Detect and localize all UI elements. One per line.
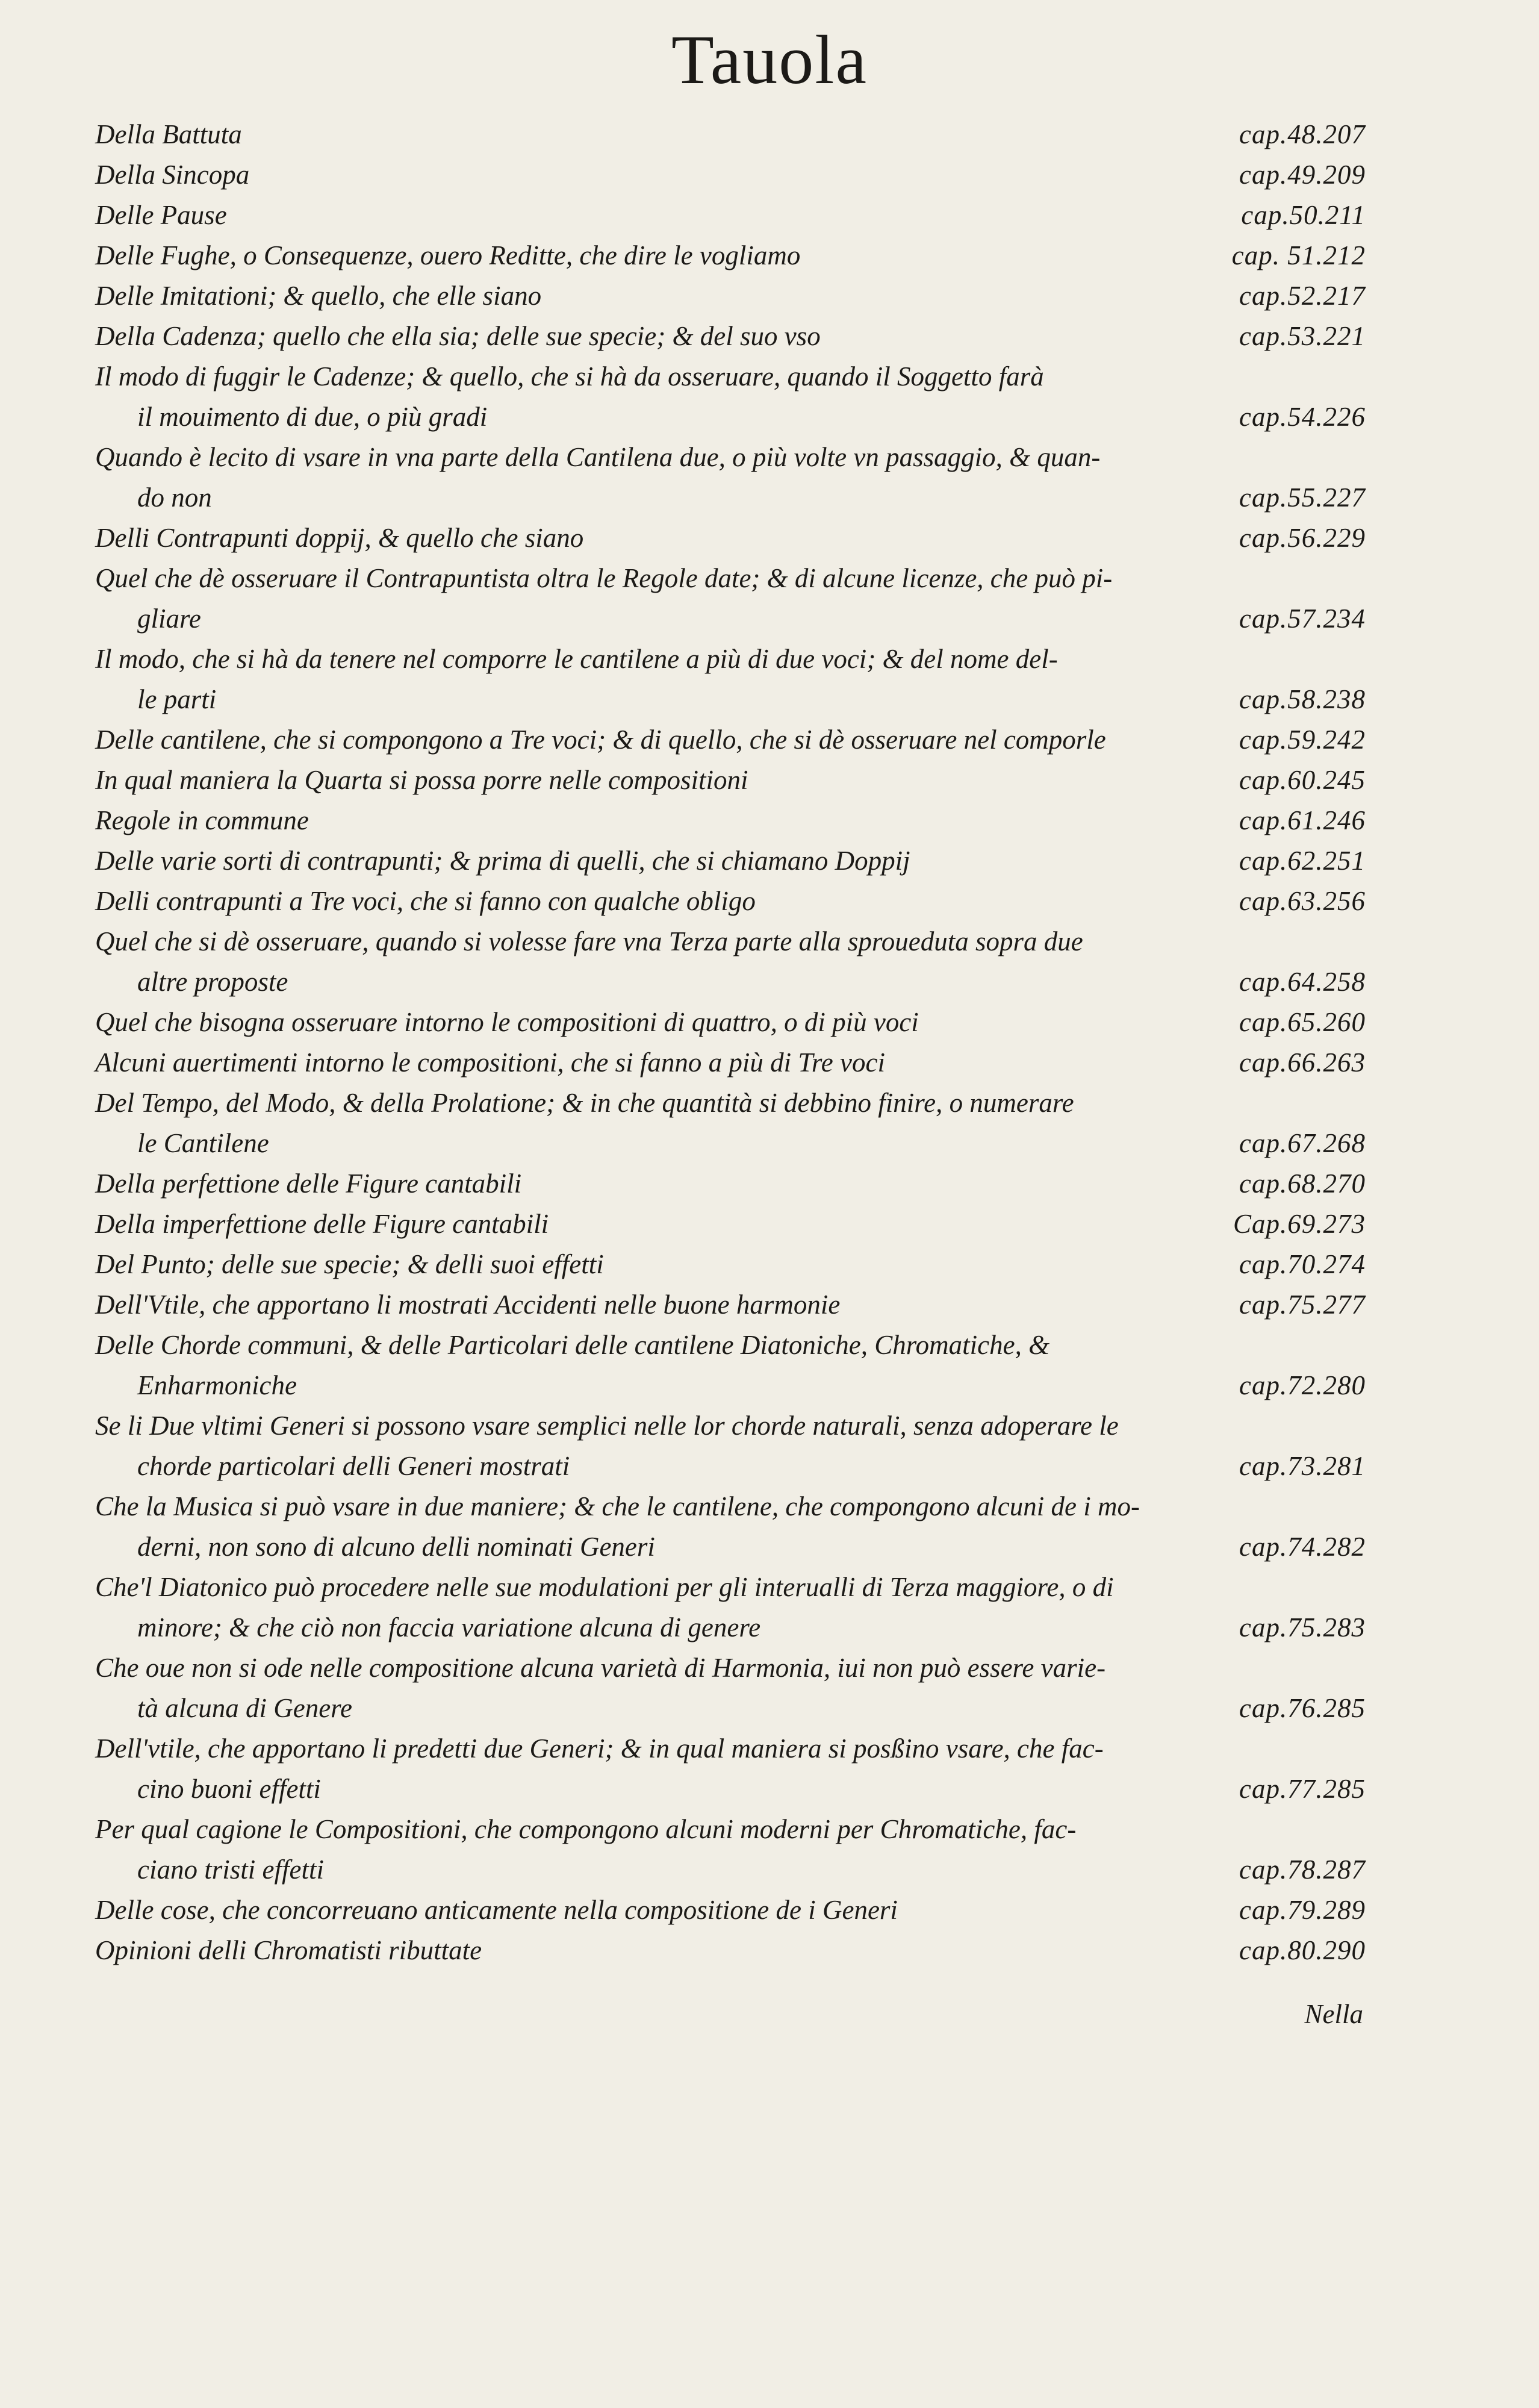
toc-entry-reference: cap.63.256 <box>1239 886 1366 916</box>
toc-entry-line <box>95 720 1366 760</box>
toc-entry-title: Se li Due vltimi Generi si possono vsare semplici nelle lor chorde naturali, senza adoperare le <box>95 1411 1119 1441</box>
toc-entry-reference: cap.80.290 <box>1239 1935 1366 1965</box>
toc-entry-title: cino buoni effetti <box>137 1774 321 1804</box>
page-title: Tauola <box>671 22 868 99</box>
toc-entry <box>95 1406 1366 1486</box>
toc-entry <box>95 316 1366 357</box>
toc-entry-title: Quel che bisogna osseruare intorno le compositioni di quattro, o di più voci <box>95 1007 919 1037</box>
toc-entry <box>95 1486 1366 1567</box>
toc-entry-title: Delle cose, che concorreuano anticamente nella compositione de i Generi <box>95 1895 898 1925</box>
toc-entry-title: Del Tempo, del Modo, & della Prolatione; & in che quantità si debbino finire, o numerare <box>95 1088 1074 1118</box>
toc-entry-title: Dell'Vtile, che apportano li mostrati Accidenti nelle buone harmonie <box>95 1290 841 1320</box>
toc-entry-reference: cap.70.274 <box>1239 1249 1366 1279</box>
toc-entry-title: Il modo, che si hà da tenere nel comporre le cantilene a più di due voci; & del nome del- <box>95 644 1058 674</box>
toc-entry <box>95 720 1366 760</box>
toc-entry-line <box>95 1325 1366 1365</box>
toc-entry-reference: cap.68.270 <box>1239 1168 1366 1199</box>
toc-entry-line <box>95 841 1366 881</box>
toc-entry <box>95 1083 1366 1164</box>
toc-entry-title: Regole in commune <box>95 805 309 835</box>
toc-entry-reference: cap.49.209 <box>1239 160 1366 190</box>
toc-entry-line <box>95 1164 1366 1204</box>
toc-entry <box>95 1729 1366 1809</box>
toc-entry-line <box>95 558 1366 599</box>
toc-entry-reference: cap.59.242 <box>1239 725 1366 755</box>
toc-entry-reference: cap.60.245 <box>1239 765 1366 795</box>
toc-entry-title: tà alcuna di Genere <box>137 1693 352 1723</box>
toc-entry <box>95 114 1366 155</box>
toc-entry-line <box>95 1930 1366 1971</box>
toc-entry-line <box>95 1729 1366 1769</box>
toc-entry-line <box>95 1204 1366 1244</box>
toc-entry-line <box>95 922 1366 962</box>
toc-entry-continuation <box>95 1446 1366 1486</box>
toc-entry-title: il mouimento di due, o più gradi <box>137 402 488 432</box>
toc-entry-line <box>95 195 1366 235</box>
toc-entry-reference: cap.62.251 <box>1239 846 1366 876</box>
toc-entry-reference: cap.56.229 <box>1239 523 1366 553</box>
toc-entry-title: Quando è lecito di vsare in vna parte della Cantilena due, o più volte vn passaggio, & quan- <box>95 442 1101 472</box>
toc-entry-reference: cap.73.281 <box>1239 1451 1366 1481</box>
toc-entry-continuation <box>95 1850 1366 1890</box>
toc-entry <box>95 1648 1366 1729</box>
toc-entry-line <box>95 518 1366 558</box>
toc-entry-continuation <box>95 478 1366 518</box>
toc-entry-reference: cap.77.285 <box>1239 1774 1366 1804</box>
toc-entry <box>95 800 1366 841</box>
toc-entry-line <box>95 1809 1366 1850</box>
toc-entry <box>95 1890 1366 1930</box>
toc-entry-line <box>95 1043 1366 1083</box>
toc-entry-title: chorde particolari delli Generi mostrati <box>137 1451 570 1481</box>
toc-entry-continuation <box>95 1769 1366 1809</box>
toc-entry <box>95 1204 1366 1244</box>
toc-entry <box>95 1164 1366 1204</box>
toc-entry-line <box>95 114 1366 155</box>
toc-entry-continuation <box>95 1688 1366 1729</box>
toc-entry-continuation <box>95 1365 1366 1406</box>
toc-entry-title: minore; & che ciò non faccia variatione alcuna di genere <box>137 1612 761 1642</box>
toc-entry-reference: cap.76.285 <box>1239 1693 1366 1723</box>
toc-entry-title: Alcuni auertimenti intorno le compositioni, che si fanno a più di Tre voci <box>95 1047 885 1078</box>
toc-entry-title: Quel che si dè osseruare, quando si volesse fare vna Terza parte alla sproueduta sopra due <box>95 926 1083 956</box>
toc-entry <box>95 155 1366 195</box>
toc-entry-line <box>95 316 1366 357</box>
toc-entry-title: Della imperfettione delle Figure cantabili <box>95 1209 549 1239</box>
toc-entry-reference: cap.74.282 <box>1239 1532 1366 1562</box>
toc-entry <box>95 558 1366 639</box>
toc-entry-reference: cap.58.238 <box>1239 684 1366 714</box>
toc-entry-reference: cap.75.283 <box>1239 1612 1366 1642</box>
toc-entry-line <box>95 1567 1366 1608</box>
toc-entry-reference: cap.65.260 <box>1239 1007 1366 1037</box>
toc-entry-title: Il modo di fuggir le Cadenze; & quello, che si hà da osseruare, quando il Soggetto farà <box>95 361 1044 391</box>
toc-entry-title: Che oue non si ode nelle compositione alcuna varietà di Harmonia, iui non può essere varie- <box>95 1653 1106 1683</box>
toc-entry-line <box>95 1486 1366 1527</box>
toc-entry-title: gliare <box>137 604 201 634</box>
toc-entry-title: Opinioni delli Chromatisti ributtate <box>95 1935 482 1965</box>
toc-entry-continuation <box>95 1123 1366 1164</box>
toc-entry-continuation <box>95 1608 1366 1648</box>
toc-entry <box>95 1244 1366 1285</box>
toc-entry-reference: cap.67.268 <box>1239 1128 1366 1158</box>
toc-entry-title: Delli Contrapunti doppij, & quello che siano <box>95 523 584 553</box>
toc-entry-line <box>95 1002 1366 1043</box>
toc-entry-title: Delle cantilene, che si compongono a Tre voci; & di quello, che si dè osseruare nel comporle <box>95 725 1106 755</box>
toc-entry-title: Della Sincopa <box>95 160 250 190</box>
toc-entry-title: Dell'vtile, che apportano li predetti due Generi; & in qual maniera si posßino vsare, che fac- <box>95 1733 1104 1764</box>
toc-entry-title: Delle varie sorti di contrapunti; & prima di quelli, che si chiamano Doppij <box>95 846 910 876</box>
toc-entry <box>95 922 1366 1002</box>
toc-entry-title: Che'l Diatonico può procedere nelle sue modulationi per gli interualli di Terza maggiore, o di <box>95 1572 1114 1602</box>
toc-entry-reference: cap.61.246 <box>1239 805 1366 835</box>
toc-entry-line <box>95 639 1366 679</box>
toc-entry <box>95 518 1366 558</box>
toc-entry-title: Delle Chorde communi, & delle Particolari delle cantilene Diatoniche, Chromatiche, & <box>95 1330 1050 1360</box>
toc-entry-continuation <box>95 962 1366 1002</box>
toc-entry <box>95 357 1366 437</box>
toc-entry-line <box>95 155 1366 195</box>
toc-entry-title: do non <box>137 482 212 513</box>
toc-entry-reference: cap.50.211 <box>1241 200 1366 230</box>
toc-entry-title: altre proposte <box>137 967 288 997</box>
toc-entry-title: Del Punto; delle sue specie; & delli suoi effetti <box>95 1249 604 1279</box>
toc-entry-line <box>95 1648 1366 1688</box>
toc-entry-line <box>95 760 1366 800</box>
toc-entry-title: Delle Imitationi; & quello, che elle siano <box>95 281 542 311</box>
toc-entry-title: le Cantilene <box>137 1128 269 1158</box>
table-of-contents <box>95 114 1366 1971</box>
toc-entry <box>95 235 1366 276</box>
toc-entry <box>95 1325 1366 1406</box>
toc-entry-reference: cap.64.258 <box>1239 967 1366 997</box>
toc-entry-line <box>95 1285 1366 1325</box>
toc-entry <box>95 195 1366 235</box>
toc-entry <box>95 1809 1366 1890</box>
toc-entry-title: Della Battuta <box>95 119 242 149</box>
toc-entry-title: Delle Pause <box>95 200 227 230</box>
toc-entry-reference: cap.57.234 <box>1239 604 1366 634</box>
toc-entry-title: ciano tristi effetti <box>137 1854 324 1885</box>
toc-entry-title: Per qual cagione le Compositioni, che compongono alcuni moderni per Chromatiche, fac- <box>95 1814 1077 1844</box>
toc-entry-reference: cap.55.227 <box>1239 482 1366 513</box>
toc-entry <box>95 881 1366 922</box>
toc-entry-title: Quel che dè osseruare il Contrapuntista oltra le Regole date; & di alcune licenze, che può pi- <box>95 563 1113 593</box>
toc-entry-title: In qual maniera la Quarta si possa porre nelle compositioni <box>95 765 748 795</box>
toc-entry <box>95 1002 1366 1043</box>
toc-entry-line <box>95 437 1366 478</box>
toc-entry-line <box>95 357 1366 397</box>
toc-entry-continuation <box>95 599 1366 639</box>
toc-entry-reference: cap.75.277 <box>1239 1290 1366 1320</box>
toc-entry-line <box>95 276 1366 316</box>
toc-entry <box>95 1930 1366 1971</box>
toc-entry-title: Delle Fughe, o Consequenze, ouero Reditte, che dire le vogliamo <box>95 240 801 270</box>
toc-entry-reference: cap.48.207 <box>1239 119 1366 149</box>
toc-entry-continuation <box>95 1527 1366 1567</box>
toc-entry-continuation <box>95 397 1366 437</box>
toc-entry <box>95 841 1366 881</box>
toc-entry-reference: cap. 51.212 <box>1231 240 1366 270</box>
toc-entry-reference: cap.53.221 <box>1239 321 1366 351</box>
toc-entry-title: Della perfettione delle Figure cantabili <box>95 1168 522 1199</box>
toc-entry <box>95 1043 1366 1083</box>
toc-entry-line <box>95 1890 1366 1930</box>
toc-entry <box>95 437 1366 518</box>
toc-entry-continuation <box>95 679 1366 720</box>
toc-entry-reference: cap.78.287 <box>1239 1854 1366 1885</box>
toc-entry-title: Della Cadenza; quello che ella sia; delle sue specie; & del suo vso <box>95 321 821 351</box>
toc-entry-line <box>95 800 1366 841</box>
toc-entry-reference: Cap.69.273 <box>1233 1209 1366 1239</box>
toc-entry-title: Enharmoniche <box>137 1370 297 1400</box>
toc-entry-reference: cap.54.226 <box>1239 402 1366 432</box>
toc-entry-title: Delli contrapunti a Tre voci, che si fanno con qualche obligo <box>95 886 756 916</box>
toc-entry-line <box>95 1406 1366 1446</box>
toc-entry-reference: cap.52.217 <box>1239 281 1366 311</box>
toc-entry <box>95 276 1366 316</box>
toc-entry <box>95 639 1366 720</box>
toc-entry-title: le parti <box>137 684 217 714</box>
toc-entry-line <box>95 235 1366 276</box>
toc-entry-reference: cap.66.263 <box>1239 1047 1366 1078</box>
toc-entry-title: derni, non sono di alcuno delli nominati Generi <box>137 1532 655 1562</box>
toc-entry-line <box>95 881 1366 922</box>
toc-entry-title: Che la Musica si può vsare in due maniere; & che le cantilene, che compongono alcuni de i mo- <box>95 1491 1140 1521</box>
toc-entry <box>95 1285 1366 1325</box>
toc-entry-line <box>95 1083 1366 1123</box>
toc-entry-line <box>95 1244 1366 1285</box>
toc-entry-reference: cap.72.280 <box>1239 1370 1366 1400</box>
toc-entry <box>95 1567 1366 1648</box>
toc-entry-reference: cap.79.289 <box>1239 1895 1366 1925</box>
toc-entry <box>95 760 1366 800</box>
catchword: Nella <box>1304 1999 1363 2029</box>
